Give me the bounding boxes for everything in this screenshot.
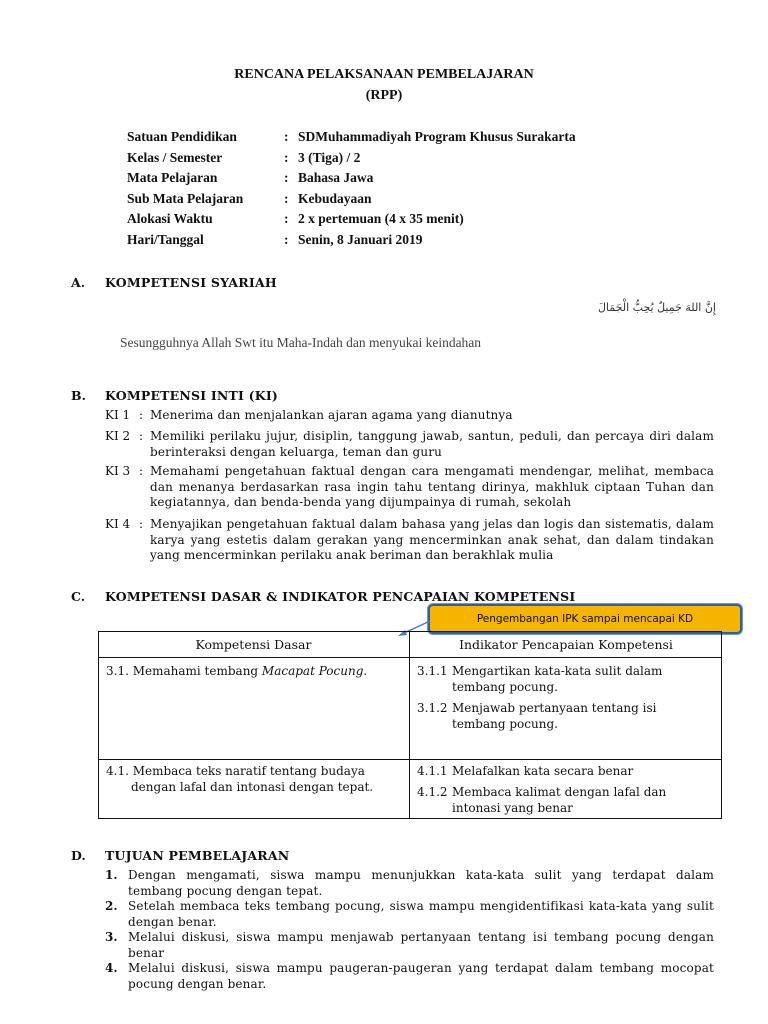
- indicator-text: tembang pocung.: [452, 717, 558, 731]
- objective-text: Melalui diskusi, siswa mampu menjawab pertanyaan tentang isi tembang pocung dengan benar: [128, 930, 714, 960]
- identity-label: Alokasi Waktu: [127, 211, 213, 226]
- table-header-divider: [98, 657, 722, 658]
- indicator-text: intonasi yang benar: [452, 801, 573, 815]
- table-header-kd: Kompetensi Dasar: [195, 637, 312, 652]
- identity-colon: :: [284, 150, 289, 165]
- annotation-callout: Pengembangan IPK sampai mencapai KD: [428, 604, 742, 634]
- indicator-number: 4.1.2: [417, 785, 448, 799]
- ki-code: KI 1: [105, 408, 131, 422]
- identity-value: 3 (Tiga) / 2: [298, 150, 361, 165]
- ki-colon: :: [139, 408, 144, 422]
- ki-colon: :: [139, 517, 144, 531]
- objective-text: Dengan mengamati, siswa mampu menunjukkan kata-kata sulit yang terdapat dalam tembang pocung dengan tepat.: [128, 868, 714, 898]
- identity-value: Kebudayaan: [298, 191, 372, 206]
- ki-text: Memahami pengetahuan faktual dengan cara mengamati mendengar, melihat, membaca dan menanya berdasarkan rasa ingin tahu tentang dirinya, makhluk ciptaan Tuhan dan kegiatannya, dan benda-benda yang dijumpainya di rumah, sekolah: [150, 464, 714, 509]
- ki-code: KI 3: [105, 464, 131, 478]
- identity-label: Kelas / Semester: [127, 150, 223, 165]
- section-title: KOMPETENSI SYARIAH: [105, 275, 277, 290]
- identity-colon: :: [284, 232, 289, 247]
- identity-label: Sub Mata Pelajaran: [127, 191, 244, 206]
- indicator-text: Melafalkan kata secara benar: [452, 764, 634, 778]
- ki-text: Memiliki perilaku jujur, disiplin, tanggung jawab, santun, peduli, dan percaya diri dalam berinteraksi dengan keluarga, teman dan guru: [150, 429, 714, 459]
- ki-code: KI 4: [105, 517, 131, 531]
- identity-value: SDMuhammadiyah Program Khusus Surakarta: [298, 129, 576, 144]
- kd-cell: 4.1. Membaca teks naratif tentang budaya: [106, 764, 365, 778]
- ki-text: Menyajikan pengetahuan faktual dalam bahasa yang jelas dan logis dan sistematis, dalam karya yang estetis dalam gerakan yang mencerminkan anak sehat, dan dalam tindakan yang mencerminkan perilaku anak beriman dan berakhlak mulia: [150, 517, 714, 562]
- section-title: TUJUAN PEMBELAJARAN: [105, 848, 290, 863]
- kd-cell: dengan lafal dan intonasi dengan tepat.: [131, 780, 374, 794]
- indicator-text: Membaca kalimat dengan lafal dan: [452, 785, 667, 799]
- section-letter: A.: [71, 275, 86, 290]
- identity-value: Bahasa Jawa: [298, 170, 374, 185]
- objective-number: 1.: [105, 868, 118, 882]
- table-header-ipk: Indikator Pencapaian Kompetensi: [459, 637, 673, 652]
- section-letter: C.: [71, 589, 86, 604]
- ki-colon: :: [139, 429, 144, 443]
- objective-text: Setelah membaca teks tembang pocung, siswa mampu mengidentifikasi kata-kata yang sulit dengan benar.: [128, 899, 714, 929]
- objective-number: 2.: [105, 899, 118, 913]
- hadith-translation: Sesungguhnya Allah Swt itu Maha-Indah dan menyukai keindahan: [120, 335, 482, 350]
- indicator-text: Menjawab pertanyaan tentang isi: [452, 701, 657, 715]
- ki-code: KI 2: [105, 429, 131, 443]
- ki-text: Menerima dan menjalankan ajaran agama yang dianutnya: [150, 408, 513, 422]
- section-title: KOMPETENSI DASAR & INDIKATOR PENCAPAIAN KOMPETENSI: [105, 589, 576, 604]
- objective-number: 3.: [105, 930, 118, 944]
- identity-value: Senin, 8 Januari 2019: [298, 232, 423, 247]
- objective-number: 4.: [105, 961, 118, 975]
- arabic-hadith: إِنَّ اللهَ جَمِيلٌ يُحِبُّ الْجَمَالَ: [597, 301, 716, 314]
- kd-cell: 3.1. Memahami tembang Macapat Pocung.: [106, 664, 368, 678]
- document-title: RENCANA PELAKSANAAN PEMBELAJARAN: [234, 67, 534, 82]
- identity-label: Mata Pelajaran: [127, 170, 218, 185]
- indicator-number: 4.1.1: [417, 764, 448, 778]
- indicator-number: 3.1.2: [417, 701, 448, 715]
- indicator-text: tembang pocung.: [452, 680, 558, 694]
- table-row-divider: [98, 759, 722, 760]
- table-column-divider: [409, 631, 410, 819]
- ki-colon: :: [139, 464, 144, 478]
- document-subtitle: (RPP): [365, 88, 403, 103]
- section-letter: B.: [71, 388, 86, 403]
- identity-value: 2 x pertemuan (4 x 35 menit): [298, 211, 464, 226]
- identity-colon: :: [284, 170, 289, 185]
- identity-label: Hari/Tanggal: [127, 232, 204, 247]
- indicator-number: 3.1.1: [417, 664, 448, 678]
- identity-colon: :: [284, 129, 289, 144]
- identity-label: Satuan Pendidikan: [127, 129, 237, 144]
- section-title: KOMPETENSI INTI (KI): [105, 388, 278, 403]
- objective-text: Melalui diskusi, siswa mampu paugeran-paugeran yang terdapat dalam tembang mocopat pocung dengan benar.: [128, 961, 714, 991]
- indicator-text: Mengartikan kata-kata sulit dalam: [452, 664, 663, 678]
- identity-colon: :: [284, 211, 289, 226]
- section-letter: D.: [71, 848, 86, 863]
- identity-colon: :: [284, 191, 289, 206]
